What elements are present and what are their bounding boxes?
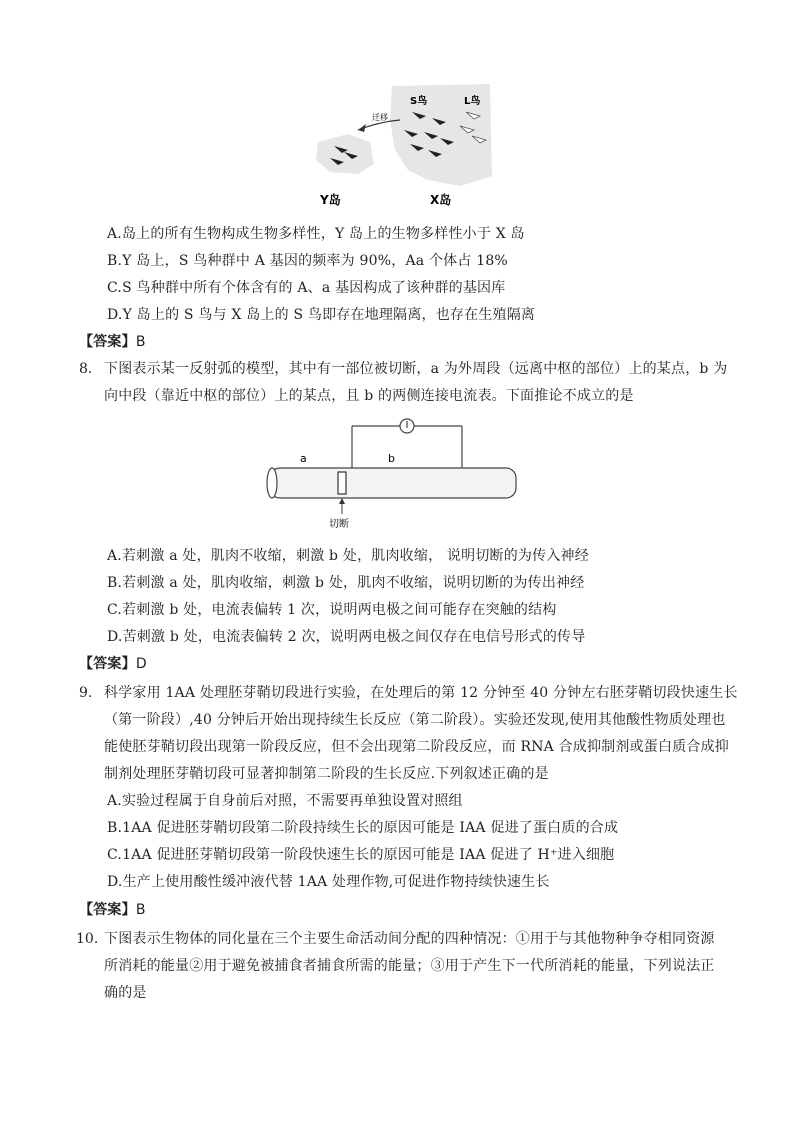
q10-stem-line-3: 确的是 (104, 985, 147, 1001)
q9-option-a: A.实验过程属于自身前后对照，不需要再单独设置对照组 (107, 793, 463, 809)
cut-marker (338, 472, 346, 494)
q10-stem-line-2: 所消耗的能量②用于避免被捕食者捕食所需的能量；③用于产生下一代所消耗的能量，下列说法正 (104, 958, 715, 974)
y-island-shape (316, 134, 374, 174)
q8-number: 8. (79, 361, 93, 377)
q7-option-c: C.S 鸟种群中所有个体含有的 A、a 基因构成了该种群的基因库 (107, 280, 506, 296)
q7-option-d: D.Y 岛上的 S 鸟与 X 岛上的 S 鸟即存在地理隔离，也存在生殖隔离 (107, 307, 536, 323)
q8-stem-line-2: 向中段（靠近中枢的部位）上的某点，且 b 的两侧连接电流表。下面推论不成立的是 (104, 388, 634, 404)
q9-number: 9. (79, 685, 93, 701)
migrate-label: 迁移 (372, 113, 388, 122)
q9-option-b: B.1AA 促进胚芽鞘切段第二阶段持续生长的原因可能是 IAA 促进了蛋白质的合成 (107, 820, 619, 836)
q8-stem-line-1: 下图表示某一反射弧的模型，其中有一部位被切断，a 为外周段（远离中枢的部位）上的某点，b 为 (104, 361, 728, 377)
q8-answer: 【答案】D (79, 656, 147, 672)
q9-answer: 【答案】B (79, 902, 146, 918)
y-island-label: Y岛 (320, 193, 341, 207)
q9-stem-line-1: 科学家用 1AA 处理胚芽鞘切段进行实验，在处理后的第 12 分钟至 40 分钟左右胚芽鞘切段快速生长 (104, 685, 738, 701)
q8-option-c: C.若刺激 b 处，电流表偏转 1 次，说明两电极之间可能存在突触的结构 (107, 602, 557, 618)
q7-option-a: A.岛上的所有生物构成生物多样性，Y 岛上的生物多样性小于 X 岛 (107, 226, 525, 242)
l-bird-label: L鸟 (464, 96, 481, 107)
q9-stem-line-3: 能使胚芽鞘切段出现第一阶段反应，但不会出现第二阶段反应，而 RNA 合成抑制剂或蛋白质合成抑 (104, 739, 729, 755)
q7-option-b: B.Y 岛上，S 鸟种群中 A 基因的频率为 90%，Aa 个体占 18% (107, 253, 508, 269)
island-bird-figure (300, 80, 500, 210)
q10-number: 10. (76, 931, 99, 947)
q8-option-a: A.若刺激 a 处，肌肉不收缩，刺激 b 处，肌肉收缩， 说明切断的为传入神经 (107, 548, 589, 564)
q7-answer: 【答案】B (79, 334, 146, 350)
nerve-fiber (270, 468, 516, 498)
q8-option-b: B.若刺激 a 处，肌肉收缩，刺激 b 处，肌肉不收缩，说明切断的为传出神经 (107, 575, 585, 591)
s-bird-label: S鸟 (410, 96, 428, 107)
q8-option-d: D.苦刺激 b 处，电流表偏转 2 次，说明两电极之间仅存在电信号形式的传导 (107, 629, 586, 645)
q10-stem-line-1: 下图表示生物体的同化量在三个主要生命活动间分配的四种情况：①用于与其他物种争夺相同资源 (104, 931, 715, 947)
nerve-model-figure (262, 414, 524, 534)
q9-option-c: C.1AA 促进胚芽鞘切段第一阶段快速生长的原因可能是 IAA 促进了 H⁺进入细胞 (107, 847, 615, 863)
q9-option-d: D.生产上使用酸性缓冲液代替 1AA 处理作物,可促进作物持续快速生长 (107, 874, 550, 890)
q9-stem-line-4: 制剂处理胚芽鞘切段可显著抑制第二阶段的生长反应.下列叙述正确的是 (104, 766, 549, 782)
x-island-label: X岛 (430, 193, 452, 207)
point-b-label: b (388, 452, 395, 465)
point-a-label: a (300, 452, 307, 465)
q9-stem-line-2: （第一阶段）,40 分钟后开始出现持续生长反应（第二阶段）。实验还发现,使用其他酸性物质处理也 (104, 712, 726, 728)
cut-label: 切断 (329, 519, 349, 530)
